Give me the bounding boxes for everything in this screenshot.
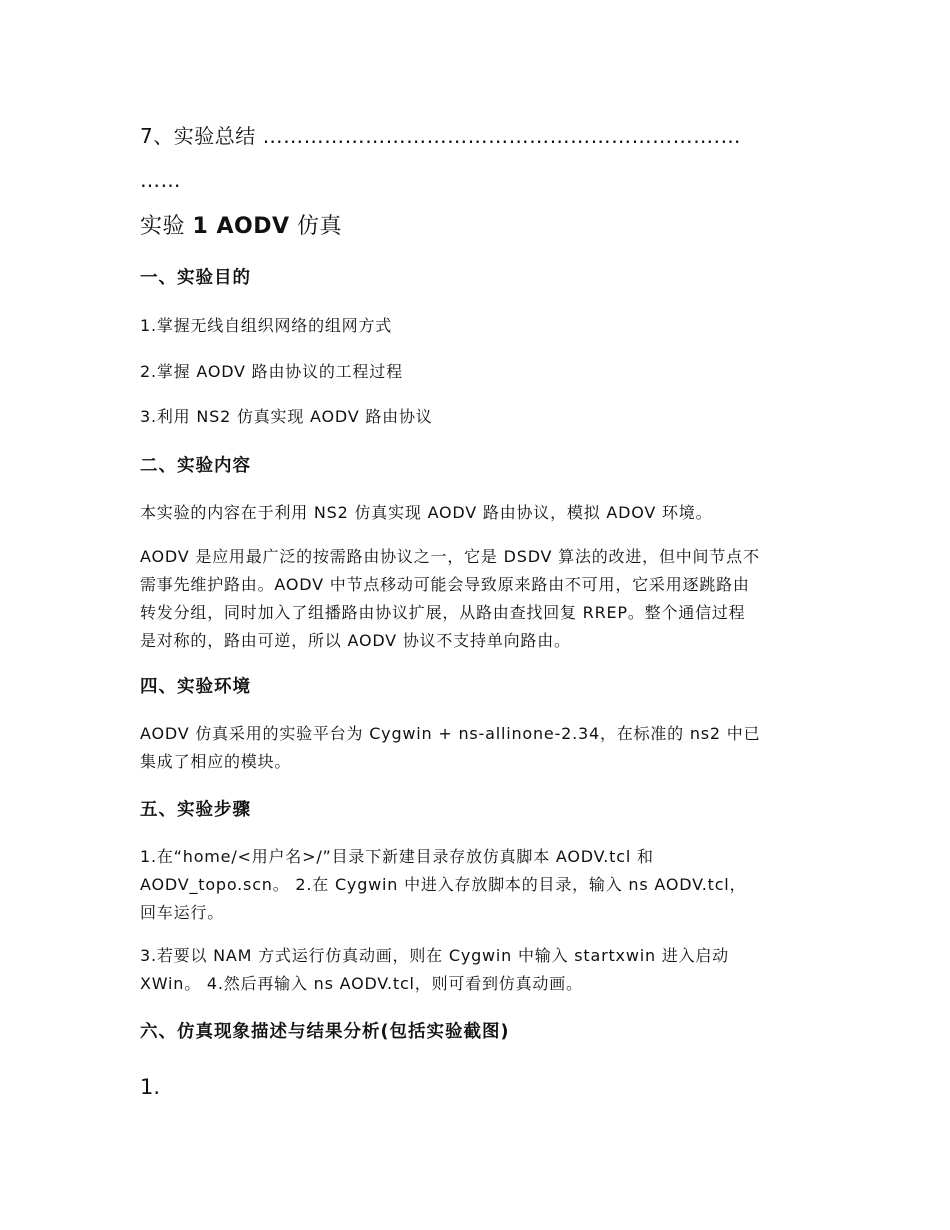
purpose-item-2: 2.掌握 AODV 路由协议的工程过程 xyxy=(140,362,403,381)
paragraph-line: XWin。 4.然后再输入 ns AODV.tcl，则可看到仿真动画。 xyxy=(140,974,583,993)
title-suffix: 仿真 xyxy=(289,214,342,239)
toc-entry xyxy=(140,114,812,202)
paragraph-line: 回车运行。 xyxy=(140,903,225,922)
paragraph-line: 集成了相应的模块。 xyxy=(140,752,292,771)
title-prefix: 实验 xyxy=(140,214,186,239)
purpose-item-1: 1.掌握无线自组织网络的组网方式 xyxy=(140,316,393,335)
section-heading-content: 二、实验内容 xyxy=(140,456,251,476)
environment-paragraph xyxy=(140,720,812,776)
section-heading-environment: 四、实验环境 xyxy=(140,677,251,697)
toc-entry-text: 7、实验总结 ………………………………………………………….… xyxy=(140,124,741,148)
purpose-item-3: 3.利用 NS2 仿真实现 AODV 路由协议 xyxy=(140,407,433,426)
section-heading-analysis: 六、仿真现象描述与结果分析(包括实验截图) xyxy=(140,1022,510,1042)
analysis-item-1: 1. xyxy=(140,1075,161,1099)
content-paragraph-2 xyxy=(140,543,812,655)
paragraph-line: 3.若要以 NAM 方式运行仿真动画，则在 Cygwin 中输入 startxwin 进入启动 xyxy=(140,946,729,965)
toc-entry-continuation: …… xyxy=(140,168,181,192)
paragraph-line: AODV 仿真采用的实验平台为 Cygwin + ns-allinone-2.34，在标准的 ns2 中已 xyxy=(140,724,761,743)
steps-paragraph-1 xyxy=(140,843,812,927)
paragraph-line: 1.在“home/<用户名>/”目录下新建目录存放仿真脚本 AODV.tcl 和 xyxy=(140,847,654,866)
paragraph-line: 转发分组，同时加入了组播路由协议扩展，从路由查找回复 RREP。整个通信过程 xyxy=(140,603,746,622)
paragraph-line: 需事先维护路由。AODV 中节点移动可能会导致原来路由不可用，它采用逐跳路由 xyxy=(140,575,750,594)
paragraph-line: AODV 是应用最广泛的按需路由协议之一，它是 DSDV 算法的改进，但中间节点不 xyxy=(140,547,760,566)
section-heading-steps: 五、实验步骤 xyxy=(140,800,251,820)
section-heading-purpose: 一、实验目的 xyxy=(140,268,251,288)
content-paragraph-1: 本实验的内容在于利用 NS2 仿真实现 AODV 路由协议，模拟 ADOV 环境。 xyxy=(140,503,713,522)
title-number: 1 AODV xyxy=(192,214,290,239)
paragraph-line: 是对称的，路由可逆，所以 AODV 协议不支持单向路由。 xyxy=(140,631,571,650)
steps-paragraph-2 xyxy=(140,942,812,998)
experiment-title xyxy=(140,210,812,244)
paragraph-line: AODV_topo.scn。 2.在 Cygwin 中进入存放脚本的目录，输入 ns AODV.tcl， xyxy=(140,875,747,894)
